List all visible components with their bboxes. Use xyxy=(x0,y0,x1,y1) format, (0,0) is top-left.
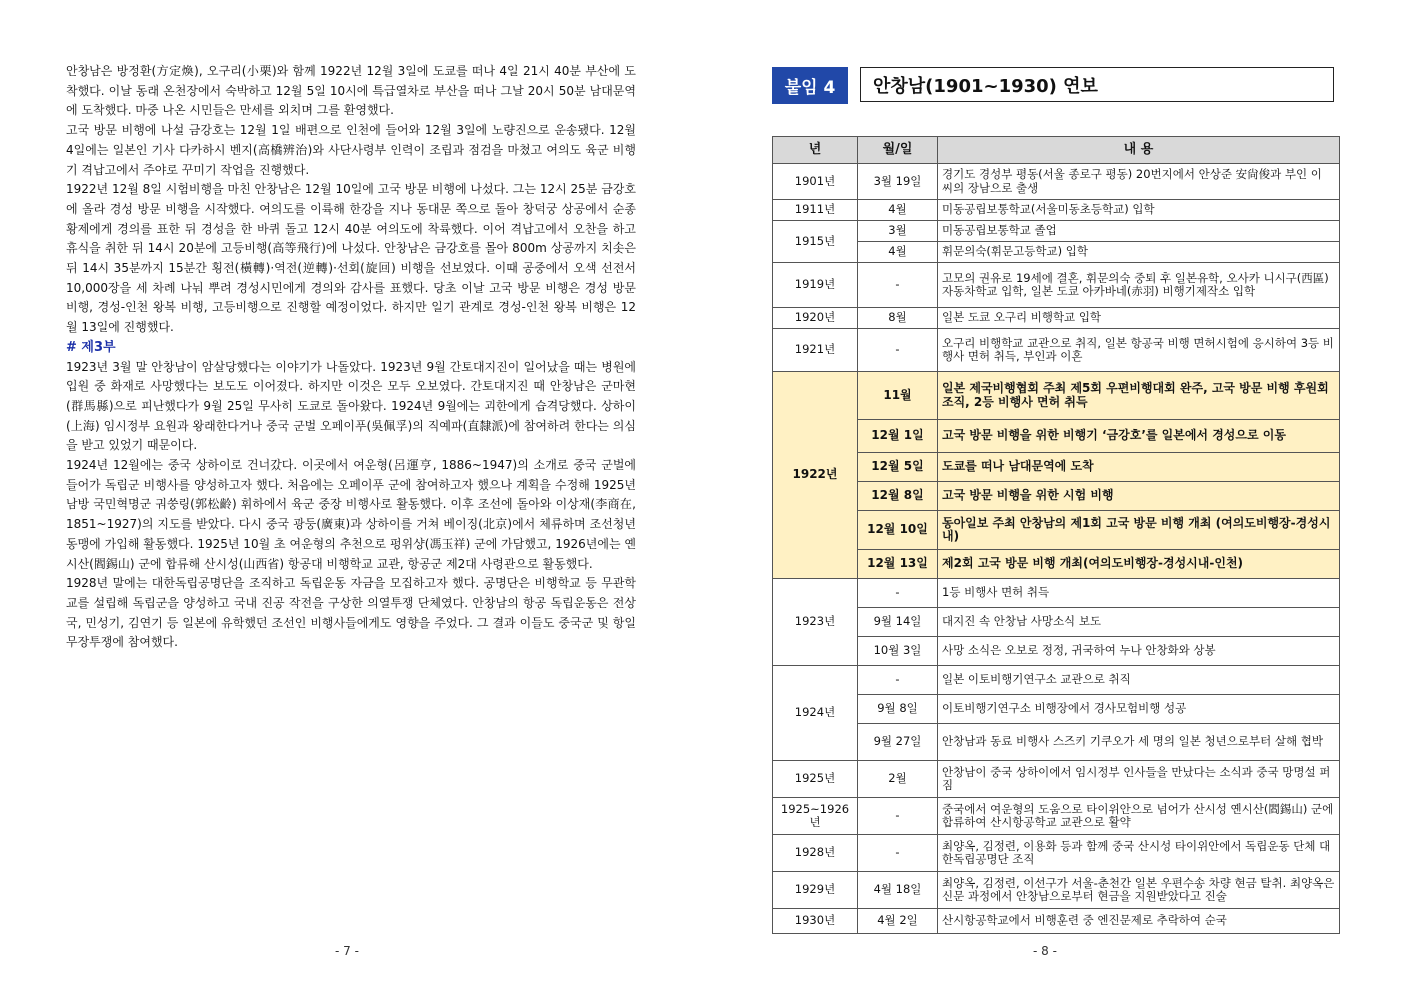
table-row xyxy=(773,761,1340,798)
content-cell: 최양옥, 김정련, 이용화 등과 함께 중국 산시성 타이위안에서 독립운동 단체 대한독립공명단 조직 xyxy=(938,835,1340,872)
year-cell: 1928년 xyxy=(773,835,858,872)
month-day-cell: - xyxy=(858,798,938,835)
month-day-cell: 12월 13일 xyxy=(858,550,938,579)
left-page xyxy=(0,0,700,992)
year-cell: 1911년 xyxy=(773,200,858,221)
table-row xyxy=(773,453,1340,482)
table-row xyxy=(773,482,1340,511)
month-day-cell: - xyxy=(858,329,938,372)
month-day-cell: 4월 18일 xyxy=(858,872,938,909)
paragraph: 1928년 말에는 대한독립공명단을 조직하고 독립운동 자금을 모집하고자 했다. 공명단은 비행학교 등 무관학교를 설립해 독립군을 양성하고 국내 진공 작전을 구상한 의열투쟁 단체였다. 안창남의 항공 독립운동은 전상국, 민성기, 김연기 등 일본에 유학했던 조선인 비행사들에게도 영향을 주었다. 그 결과 이들도 중국군 및 항일무장투쟁에 참여했다. xyxy=(66,576,636,650)
table-row xyxy=(773,835,1340,872)
year-cell: 1922년 xyxy=(773,372,858,579)
year-cell: 1920년 xyxy=(773,308,858,329)
content-cell: 제2회 고국 방문 비행 개최(여의도비행장-경성시내-인천) xyxy=(938,550,1340,579)
table-row xyxy=(773,372,1340,420)
month-day-cell: 12월 10일 xyxy=(858,511,938,550)
section-heading: # 제3부 xyxy=(66,339,116,355)
content-cell: 중국에서 여운형의 도움으로 타이위안으로 넘어가 산시성 옌시산(閻錫山) 군에 합류하여 산시항공학교 교관으로 활약 xyxy=(938,798,1340,835)
paragraph: 1923년 3월 말 안창남이 암살당했다는 이야기가 나돌았다. 1923년 9월 간토대지진이 일어났을 때는 병원에 입원 중 화재로 사망했다는 보도도 이어졌다. 하지만 이것은 모두 오보였다. 간토대지진 때 안창남은 군마현(群馬縣)으로 피난했다가 9월 25일 무사히 도쿄로 돌아왔다. 1924년 9월에는 괴한에게 습격당했다. 상하이(上海) 임시정부 요원과 왕래한다거나 중국 군벌 오페이푸(吳佩孚)의 직예파(直隸派)에 참여하려 한다는 의심을 받고 있었기 때문이다. xyxy=(66,359,636,453)
table-row xyxy=(773,164,1340,200)
year-cell: 1925~1926년 xyxy=(773,798,858,835)
month-day-cell: 2월 xyxy=(858,761,938,798)
chronology-body xyxy=(773,164,1340,934)
paragraph: 고국 방문 비행에 나설 금강호는 12월 1일 배편으로 인천에 들어와 12월 3일에 노량진으로 운송됐다. 12월 4일에는 일본인 기사 다카하시 벤지(高橋辨治)와 사단사령부 인력이 조립과 점검을 마쳤고 여의도 육군 비행기 격납고에서 주야로 꾸미기 작업을 진행했다. xyxy=(66,123,636,177)
table-row xyxy=(773,637,1340,666)
paragraph: 1922년 12월 8일 시험비행을 마친 안창남은 12월 10일에 고국 방문 비행에 나섰다. 그는 12시 25분 금강호에 올라 경성 방문 비행을 시작했다. 여의도를 이륙해 한강을 지나 동대문 쪽으로 돌아 창덕궁 상공에서 순종 황제에게 경의를 표한 뒤 경성을 한 바퀴 돌고 12시 40분 여의도에 착륙했다. 이어 격납고에서 오찬을 하고 휴식을 취한 뒤 14시 20분에 고등비행(高等飛行)에 나섰다. 안창남은 금강호를 몰아 800m 상공까지 치솟은 뒤 14시 35분까지 15분간 횡전(橫轉)·역전(逆轉)·선회(旋回) 비행을 선보였다. 이때 공중에서 오색 선전서 10,000장을 세 차례 나눠 뿌려 경성시민에게 경의와 감사를 표했다. 당초 이날 고국 방문 비행은 경성 방문 비행, 경성-인천 왕복 비행, 고등비행으로 진행할 예정이었다. 하지만 일기 관계로 경성-인천 왕복 비행은 12월 13일에 진행했다. xyxy=(66,182,636,335)
content-cell: 미동공립보통학교 졸업 xyxy=(938,221,1340,242)
content-cell: 휘문의숙(휘문고등학교) 입학 xyxy=(938,242,1340,263)
year-cell: 1925년 xyxy=(773,761,858,798)
table-row xyxy=(773,666,1340,695)
month-day-cell: 4월 2일 xyxy=(858,909,938,934)
paragraph: 안창남은 방정환(方定煥), 오구리(小栗)와 함께 1922년 12월 3일에 도쿄를 떠나 4일 21시 40분 부산에 도착했다. 이날 동래 온천장에서 숙박하고 12월 5일 10시에 특급열차로 부산을 떠나 그날 20시 50분 남대문역에 도착했다. 마중 나온 시민들은 만세를 외치며 그를 환영했다. xyxy=(66,64,636,118)
month-day-cell: - xyxy=(858,579,938,608)
month-day-cell: 4월 xyxy=(858,242,938,263)
content-cell: 오구리 비행학교 교관으로 취직, 일본 항공국 비행 면허시험에 응시하여 3등 비행사 면허 취득, 부인과 이혼 xyxy=(938,329,1340,372)
right-page xyxy=(700,0,1403,992)
table-row xyxy=(773,221,1340,242)
content-cell: 일본 도쿄 오구리 비행학교 입학 xyxy=(938,308,1340,329)
table-row xyxy=(773,579,1340,608)
content-cell: 미동공립보통학교(서울미동초등학교) 입학 xyxy=(938,200,1340,221)
content-cell: 이토비행기연구소 비행장에서 경사모험비행 성공 xyxy=(938,695,1340,724)
year-cell: 1923년 xyxy=(773,579,858,666)
content-cell: 도쿄를 떠나 남대문역에 도착 xyxy=(938,453,1340,482)
month-day-cell: - xyxy=(858,666,938,695)
year-cell: 1921년 xyxy=(773,329,858,372)
page-number: - 8 - xyxy=(1033,944,1057,958)
table-row xyxy=(773,798,1340,835)
month-day-cell: 3월 19일 xyxy=(858,164,938,200)
table-row xyxy=(773,724,1340,761)
table-row xyxy=(773,242,1340,263)
content-cell: 동아일보 주최 안창남의 제1회 고국 방문 비행 개최 (여의도비행장-경성시내) xyxy=(938,511,1340,550)
table-row xyxy=(773,263,1340,308)
table-header-row xyxy=(773,137,1340,164)
month-day-cell: - xyxy=(858,835,938,872)
month-day-cell: 9월 8일 xyxy=(858,695,938,724)
year-cell: 1915년 xyxy=(773,221,858,263)
month-day-cell: 3월 xyxy=(858,221,938,242)
table-row xyxy=(773,695,1340,724)
year-cell: 1919년 xyxy=(773,263,858,308)
table-row xyxy=(773,329,1340,372)
table-row xyxy=(773,872,1340,909)
month-day-cell: 10월 3일 xyxy=(858,637,938,666)
content-cell: 고국 방문 비행을 위한 시험 비행 xyxy=(938,482,1340,511)
year-cell: 1924년 xyxy=(773,666,858,761)
table-row xyxy=(773,308,1340,329)
month-day-cell: 12월 1일 xyxy=(858,420,938,453)
table-row xyxy=(773,200,1340,221)
month-day-cell: 12월 8일 xyxy=(858,482,938,511)
page-number: - 7 - xyxy=(335,944,359,958)
content-cell: 고모의 권유로 19세에 결혼, 휘문의숙 중퇴 후 일본유학, 오사카 니시구(西區) 자동차학교 입학, 일본 도쿄 아카바네(赤羽) 비행기제작소 입학 xyxy=(938,263,1340,308)
month-day-cell: - xyxy=(858,263,938,308)
content-cell: 최양옥, 김정련, 이선구가 서울-춘천간 일본 우편수송 차량 현금 탈취. 최양옥은 신문 과정에서 안창남으로부터 현금을 지원받았다고 진술 xyxy=(938,872,1340,909)
content-cell: 일본 제국비행협회 주최 제5회 우편비행대회 완주, 고국 방문 비행 후원회 조직, 2등 비행사 면허 취득 xyxy=(938,372,1340,420)
appendix-badge: 붙임 4 xyxy=(772,67,848,104)
content-cell: 일본 이토비행기연구소 교관으로 취직 xyxy=(938,666,1340,695)
year-cell: 1929년 xyxy=(773,872,858,909)
year-cell: 1930년 xyxy=(773,909,858,934)
content-cell: 고국 방문 비행을 위한 비행기 ‘금강호’를 일본에서 경성으로 이동 xyxy=(938,420,1340,453)
table-row xyxy=(773,608,1340,637)
content-cell: 안창남과 동료 비행사 스즈키 기쿠오가 세 명의 일본 청년으로부터 살해 협박 xyxy=(938,724,1340,761)
appendix-title-bar xyxy=(772,67,1336,104)
table-row xyxy=(773,420,1340,453)
content-cell: 안창남이 중국 상하이에서 임시정부 인사들을 만났다는 소식과 중국 망명설 퍼짐 xyxy=(938,761,1340,798)
content-cell: 산시항공학교에서 비행훈련 중 엔진문제로 추락하여 순국 xyxy=(938,909,1340,934)
content-cell: 사망 소식은 오보로 정정, 귀국하여 누나 안창화와 상봉 xyxy=(938,637,1340,666)
left-body-text xyxy=(66,62,636,653)
table-row xyxy=(773,511,1340,550)
month-day-cell: 4월 xyxy=(858,200,938,221)
header-content: 내 용 xyxy=(938,137,1340,164)
month-day-cell: 9월 27일 xyxy=(858,724,938,761)
year-cell: 1901년 xyxy=(773,164,858,200)
table-row xyxy=(773,909,1340,934)
month-day-cell: 12월 5일 xyxy=(858,453,938,482)
paragraph: 1924년 12월에는 중국 상하이로 건너갔다. 이곳에서 여운형(呂運亨, 1886~1947)의 소개로 중국 군벌에 들어가 독립군 비행사를 양성하고자 했다. 처음에는 오페이푸 군에 참여하고자 했으나 계획을 수정해 1925년 남방 국민혁명군 궈쑹링(郭松齡) 휘하에서 육군 중장 비행사로 활동했다. 이후 조선에 돌아와 이상재(李商在, 1851~1927)의 지도를 받았다. 다시 중국 광둥(廣東)과 상하이를 거쳐 베이징(北京)에서 체류하며 조선청년동맹에 가입해 활동했다. 1925년 10월 초 여운형의 추천으로 펑위샹(馮玉祥) 군에 가담했고, 1926년에는 옌시산(閻錫山) 군에 합류해 산시성(山西省) 항공대 비행학교 교관, 항공군 제2대 사령관으로 활동했다. xyxy=(66,458,636,571)
chronology-table xyxy=(772,136,1340,934)
month-day-cell: 11월 xyxy=(858,372,938,420)
chronology-title: 안창남(1901~1930) 연보 xyxy=(860,67,1334,102)
month-day-cell: 8월 xyxy=(858,308,938,329)
content-cell: 1등 비행사 면허 취득 xyxy=(938,579,1340,608)
header-year: 년 xyxy=(773,137,858,164)
month-day-cell: 9월 14일 xyxy=(858,608,938,637)
content-cell: 대지진 속 안창남 사망소식 보도 xyxy=(938,608,1340,637)
content-cell: 경기도 경성부 평동(서울 종로구 평동) 20번지에서 안상준 安尙俊과 부인 이 씨의 장남으로 출생 xyxy=(938,164,1340,200)
header-month-day: 월/일 xyxy=(858,137,938,164)
table-row xyxy=(773,550,1340,579)
